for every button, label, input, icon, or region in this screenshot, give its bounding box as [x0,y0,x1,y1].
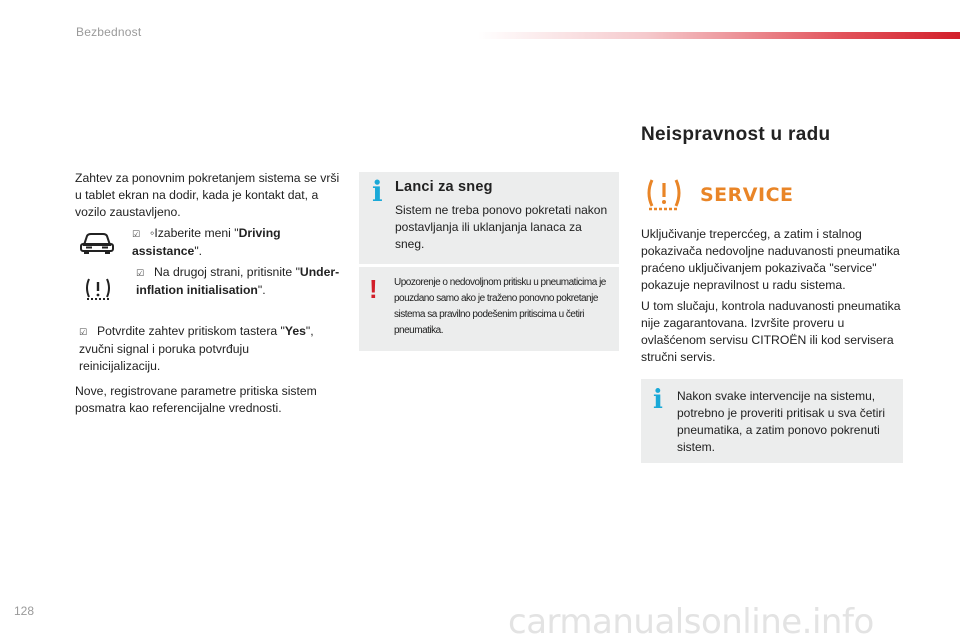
fault-description: Uključivanje trepercćeg, a zatim i stalnog pokazivača nedovoljne naduvanosti pneumatika praćeno uključivanjem pokazivača "service" pokazuje nepravilnost u radu sistema. [641,227,900,292]
after-service-text: Nakon svake intervencije na sistemu, potrebno je proveriti pritisak u sva četiri pneumatika, a zatim ponovo pokrenuti sistem. [677,389,886,454]
tire-pressure-icon [84,276,112,302]
step-under-inflation: ☑ Na drugoj strani, pritisnite "Under-inflation initialisation". [136,265,340,297]
snow-chains-text: Sistem ne treba ponovo pokretati nakon postavljanja ili uklanjanja lanaca za sneg. [395,203,608,251]
exclamation-icon: ! [369,274,378,304]
tire-warning-icon [644,176,684,212]
section-title: Bezbednost [76,25,142,39]
info-icon: i [653,385,663,415]
reference-note: Nove, registrovane parametre pritiska sistem posmatra kao referencijalne vrednosti. [75,384,317,415]
fault-title: Neispravnost u radu [641,124,831,145]
intro-text: Zahtev za ponovnim pokretanjem sistema se vrši u tablet ekran na dodir, kada je kontakt dat, a vozilo zaustavljeno. [75,171,340,219]
snow-chains-box [359,172,619,264]
warning-text: Upozorenje o nedovoljnom pritisku u pneumaticima je pouzdano samo ako je traženo ponovno pokretanje sistema sa pravilno podešenim pritiscima u četiri pneumatika. [394,277,606,336]
fault-action: U tom slučaju, kontrola naduvanosti pneumatika nije zagarantovana. Izvršite proveru u ovlašćenom servisu CITROËN ili kod servisera stručni servis. [641,299,901,364]
after-service-box [641,379,903,463]
bullet-icon: ☑ [132,229,141,239]
bullet-icon: ☑ [136,268,145,278]
info-icon: i [372,175,383,208]
snow-chains-title: Lanci za sneg [395,179,493,195]
warning-box [359,267,619,351]
header-accent-bar [478,32,960,39]
page-number: 128 [14,604,35,618]
watermark-text: carmanualsonline.info [508,602,874,642]
step-driving-assistance: ☑ ◦Izaberite meni "Driving assistance". [132,226,281,258]
bullet-icon: ☑ [79,327,88,337]
step-confirm-yes: ☑ Potvrdite zahtev pritiskom tastera "Yes", zvučni signal i poruka potvrđuju reinicijalizaciju. [79,324,314,373]
car-icon [78,226,116,256]
service-indicator: SERVICE [700,184,794,206]
